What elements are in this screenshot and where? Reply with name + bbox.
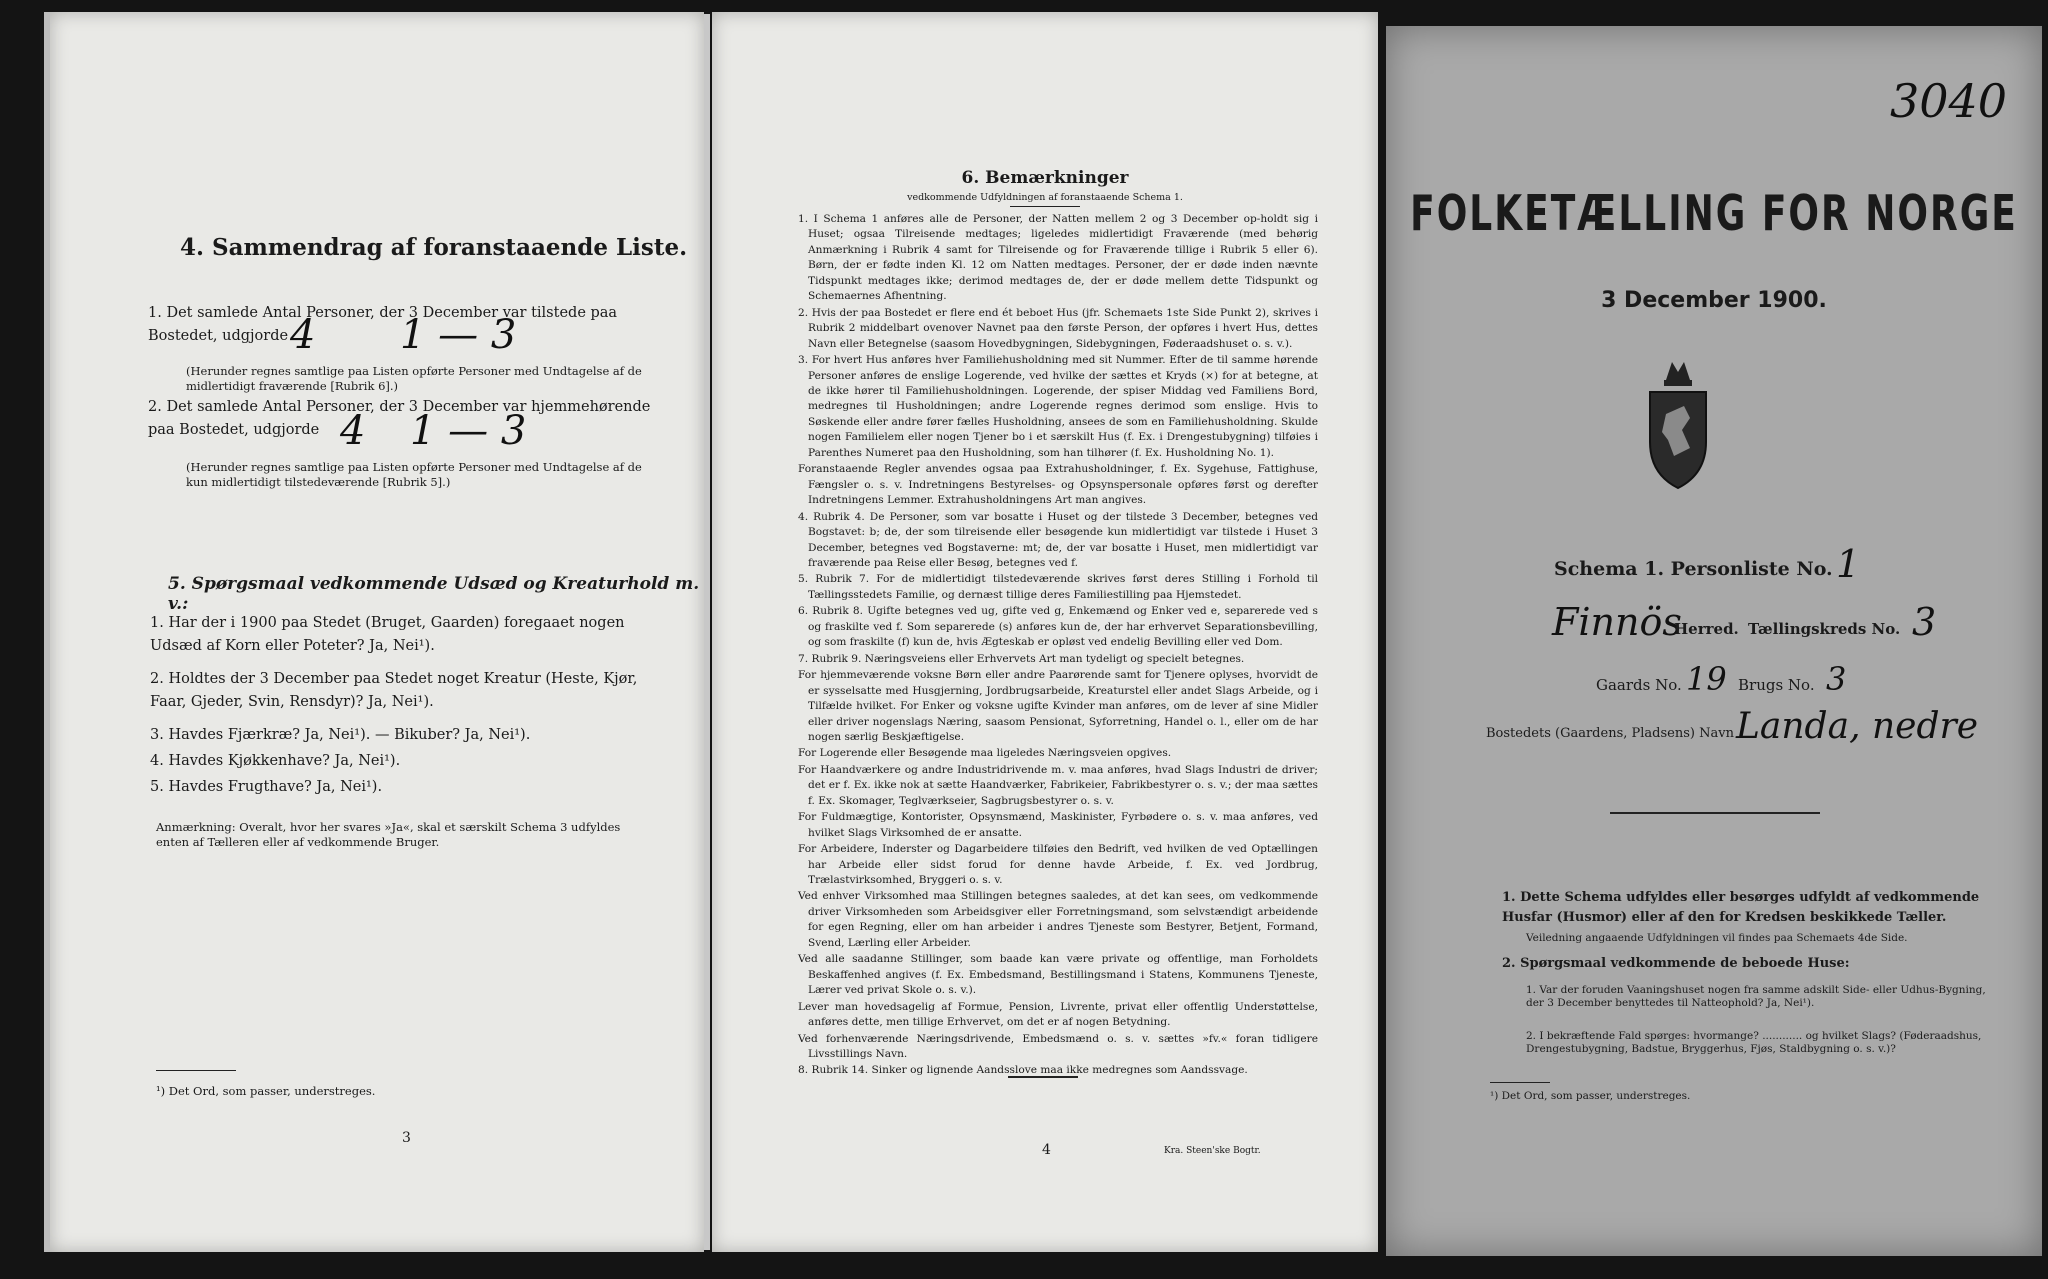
cover-date: 3 December 1900. [1601,288,1827,313]
spine [704,14,710,1250]
remark-paragraph: Lever man hovedsagelig af Formue, Pension, Livrente, privat eller offentlig Understøttelse, anføres dette, men tillige Erhvervet, om det er af nogen Betydning. [798,1000,1318,1029]
schema-number: 1 [1836,542,1861,586]
summary-item-2-value: 4 [340,408,366,454]
summary-item-2-split: 1 — 3 [410,408,527,454]
remarks-subtitle: vedkommende Udfyldningen af foranstaaende Schema 1. [907,192,1183,203]
remark-paragraph: 7. Rubrik 9. Næringsveiens eller Erhvervets Art man tydeligt og specielt betegnes. [798,652,1245,665]
schema-label: Schema 1. Personliste No. [1554,558,1833,580]
summary-item-2-text: 2. Det samlede Antal Personer, der 3 December var hjemmehørende paa Bostedet, udgjorde [148,399,651,439]
title-rule [1010,206,1080,207]
section5-title: 5. Spørgsmaal vedkommende Udsæd og Kreaturhold m. v.: [168,574,700,614]
archive-number: 3040 [1890,74,2008,128]
brugs-label: Brugs No. [1738,676,1815,694]
remark-paragraph: For hjemmeværende voksne Børn eller andre Paarørende samt for Tjenere oplyses, hvorvidt de er sysselsatte med Husgjerning, Jordbrugsarbeide, Kreaturstel eller andet Slags Arbeide, og i Tilfælde hvilket. For Enker og voksne ugifte Kvinder man anføres, om de lever af sine Midler eller driver nogenslags Næring, saasom Pensionat, Syforretning, Handel o. l., eller om de har nogen særlig Beskjæftigelse. [798,669,1318,743]
gaards-label: Gaards No. [1596,676,1682,694]
cover-ornament-rule [1610,812,1820,814]
question-1: 1. Har der i 1900 paa Stedet (Bruget, Gaarden) foregaaet nogen Udsæd af Korn eller Poteter? Ja, Nei¹). [150,615,625,655]
remark-paragraph: Foranstaaende Regler anvendes ogsaa paa Extrahusholdninger, f. Ex. Sygehuse, Fattighuse, Fængsler o. s. v. Indretningens Bestyrelses- og Opsynspersonale opføres først og derefter Indretningens Lemmer. Extrahusholdningens Art man angives. [798,463,1318,507]
bosted-value: Landa, nedre [1736,706,1978,747]
instruction-1-note: Veiledning angaaende Udfyldningen vil findes paa Schemaets 4de Side. [1526,932,1908,944]
instruction-2: 2. Spørgsmaal vedkommende de beboede Huse: [1502,956,1850,971]
question-3: 3. Havdes Fjærkræ? Ja, Nei¹). — Bikuber? Ja, Nei¹). [150,727,531,743]
remarks-list [798,212,1318,1077]
summary-item-2-note: (Herunder regnes samtlige paa Listen opførte Personer med Undtagelse af de kun midlertidigt tilstedeværende [Rubrik 5].) [186,460,642,489]
coat-of-arms-icon [1638,356,1718,496]
left-page [44,12,704,1252]
page-number: 4 [1042,1142,1051,1158]
kreds-value: 3 [1912,600,1937,644]
bosted-label: Bostedets (Gaardens, Pladsens) Navn [1486,726,1734,741]
remark-paragraph: 8. Rubrik 14. Sinker og lignende Aandsslove maa ikke medregnes som Aandssvage. [798,1064,1248,1077]
footnote: ¹) Det Ord, som passer, understreges. [156,1084,376,1098]
section4-title: 4. Sammendrag af foranstaaende Liste. [180,234,688,261]
instruction-2-q1: 1. Var der foruden Vaaningshuset nogen fra samme adskilt Side- eller Udhus-Bygning, der 3 December benyttedes til Natteophold? Ja, Nei¹). [1526,984,1986,1010]
remark-paragraph: For Haandværkere og andre Industridrivende m. v. maa anføres, hvad Slags Industri de driver; det er f. Ex. ikke nok at sætte Haandværker, Fabrikeier, Fabrikbestyrer o. s. v.; der maa sættes f. Ex. Skomager, Teglværkseier, Sagbrugsbestyrer o. s. v. [798,763,1318,807]
footnote-rule [1490,1082,1550,1083]
question-2: 2. Holdtes der 3 December paa Stedet noget Kreatur (Heste, Kjør, Faar, Gjeder, Svin, Rensdyr)? Ja, Nei¹). [150,671,638,711]
summary-item-2 [148,396,668,442]
footnote: ¹) Det Ord, som passer, understreges. [1490,1090,1691,1102]
remark-paragraph: Ved enhver Virksomhed maa Stillingen betegnes saaledes, at det kan sees, om vedkommende driver Virksomheden som Arbeidsgiver eller Forretningsmand, som selvstændigt arbeidende for egen Regning, eller om han arbeider i andres Tjeneste som Bestyrer, Betjent, Formand, Svend, Lærling eller Arbeider. [798,890,1318,949]
remarks-title: 6. Bemærkninger [961,168,1129,188]
summary-item-1-text: 1. Det samlede Antal Personer, der 3 December var tilstede paa Bostedet, udgjorde [148,305,618,345]
question-5: 5. Havdes Frugthave? Ja, Nei¹). [150,779,383,795]
summary-item-1-note: (Herunder regnes samtlige paa Listen opførte Personer med Undtagelse af de midlertidigt fraværende [Rubrik 6].) [186,364,642,393]
instruction-1: 1. Dette Schema udfyldes eller besørges udfyldt af vedkommende Husfar (Husmor) eller af den for Kredsen beskikkede Tæller. [1502,890,1980,926]
footnote-rule [156,1070,236,1071]
remark-paragraph: For Logerende eller Besøgende maa ligeledes Næringsveien opgives. [798,747,1172,760]
summary-item-1-split: 1 — 3 [400,312,517,358]
remark-paragraph: Ved alle saadanne Stillinger, som baade kan være private og offentlige, man Forholdets Beskaffenhed angives (f. Ex. Embedsmand, Bestillingsmand i Statens, Kommunens Tjeneste, Lærer ved privat Skole o. s. v.). [798,953,1318,997]
middle-page [712,12,1378,1252]
end-rule [1008,1076,1078,1078]
kreds-label: Tællingskreds No. [1748,620,1901,638]
instruction-2-q2: 2. I bekræftende Fald spørges: hvormange? ............ og hvilket Slags? (Føderaadshus, Drengestubygning, Badstue, Bryggerhus, Fjøs, Staldbygning o. s. v.)? [1526,1030,1982,1056]
remark-paragraph: 1. I Schema 1 anføres alle de Personer, der Natten mellem 2 og 3 December op-holdt sig i Huset; ogsaa Tilreisende medtages; ligeledes midlertidigt Fraværende (med behørig Anmærkning i Rubrik 4 samt for Tilreisende og for Fraværende tillige i Rubrik 5 eller 6). Børn, der er fødte inden Kl. 12 om Natten medtages. Personer, der er døde inden nævnte Tidspunkt medtages ikke; derimod medtages de, der er døde mellem dette Tidspunkt og Schemaernes Afhentning. [798,213,1318,303]
remark-paragraph: 6. Rubrik 8. Ugifte betegnes ved ug, gifte ved g, Enkemænd og Enker ved e, separerede ved s og fraskilte ved f. Som separerede (s) anføres kun de, der har erhvervet Separationsbevilling, og som fraskilte (f) kun de, hvis Ægteskab er opløst ved endelig Bevilling eller ved Dom. [798,605,1318,649]
brugs-value: 3 [1826,660,1847,698]
remark-paragraph: Ved forhenværende Næringsdrivende, Embedsmænd o. s. v. sættes »fv.« foran tidligere Livsstillings Navn. [798,1032,1318,1061]
remark-paragraph: 2. Hvis der paa Bostedet er flere end ét beboet Hus (jfr. Schemaets 1ste Side Punkt 2), skrives i Rubrik 2 middelbart ovenover Navnet paa den første Person, der opføres i hvert Hus, dettes Navn eller Betegnelse (saasom Hovedbygningen, Sidebygningen, Føderaadshuset o. s. v.). [798,306,1318,350]
page-number: 3 [402,1130,411,1146]
question-4: 4. Havdes Kjøkkenhave? Ja, Nei¹). [150,753,401,769]
remark-paragraph: 3. For hvert Hus anføres hver Familiehusholdning med sit Nummer. Efter de til samme hørende Personer anføres de enslige Logerende, ved hvilke der sættes et Kryds (×) for at betegne, at de ikke hører til Familiehusholdningen. Logerende, der spiser Middag ved Familiens Bord, medregnes til Husholdningen; andre Logerende regnes derimod som enslige. Hvis to Søskende eller andre fører fælles Husholdning, ansees de som en Familiehusholdning. Skulde nogen Familielem eller nogen Tjener bo i et særskilt Hus (f. Ex. i Drengestubygning) tilføies i Parenthes Numeret paa den Husholdning, som han tilhører (f. Ex. Husholdning No. 1). [798,354,1318,459]
summary-item-1-value: 4 [290,312,316,358]
herred-value: Finnös [1552,600,1682,644]
cover-title: FOLKETÆLLING FOR NORGE [1410,186,2018,243]
remark-paragraph: 4. Rubrik 4. De Personer, som var bosatte i Huset og der tilstede 3 December, betegnes ved Bogstavet: b; de, der som tilreisende eller besøgende kun midlertidigt var tilstede i Huset 3 December, betegnes ved Bogstaverne: mt; de, der var bosatte i Huset, men midlertidigt var fraværende paa Reise eller Besøg, betegnes ved f. [798,510,1318,569]
gaards-value: 19 [1686,660,1727,698]
remark-paragraph: For Arbeidere, Inderster og Dagarbeidere tilføies den Bedrift, ved hvilken de ved Optællingen har Arbeide eller sidst forud for denne havde Arbeide, f. Ex. ved Jordbrug, Trælastvirksomhed, Bryggeri o. s. v. [798,843,1318,887]
remark-paragraph: 5. Rubrik 7. For de midlertidigt tilstedeværende skrives først deres Stilling i Forhold til Tællingsstedets Familie, og dernæst tillige deres Familiestilling paa Hjemstedet. [798,573,1318,601]
right-page [1386,26,2042,1256]
remark-note: Anmærkning: Overalt, hvor her svares »Ja«, skal et særskilt Schema 3 udfyldes enten af Tælleren eller af vedkommende Bruger. [156,820,621,849]
printer-credit: Kra. Steen'ske Bogtr. [1164,1146,1261,1156]
herred-label: Herred. [1674,620,1739,638]
remark-paragraph: For Fuldmægtige, Kontorister, Opsynsmænd, Maskinister, Fyrbødere o. s. v. maa anføres, ved hvilket Slags Virksomhed de er ansatte. [798,811,1318,839]
